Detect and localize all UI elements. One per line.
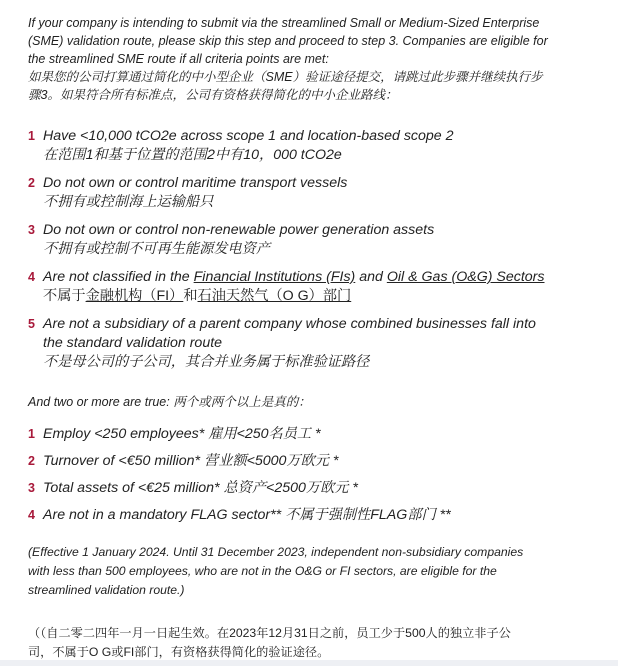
intro-en-line: the streamlined SME route if all criteria points are met: bbox=[28, 52, 329, 66]
oil-gas-zh-link[interactable]: 石油天然气（O G）部门 bbox=[197, 288, 352, 304]
effective-date-note bbox=[28, 543, 588, 600]
note-zh-line: 司，不属于O G或FI部门，有资格获得简化的验证途径。 bbox=[28, 645, 330, 659]
intro-zh-line: 骤3。如果符合所有标准点，公司有资格获得简化的中小企业路线： bbox=[28, 88, 398, 102]
item-number: 1 bbox=[28, 427, 35, 441]
condition-text: Are not in a mandatory FLAG sector** 不属于强制性FLAG部门 ** bbox=[43, 507, 451, 523]
condition-item bbox=[28, 452, 598, 471]
criteria-item bbox=[28, 315, 598, 372]
criteria-zh: 不拥有或控制海上运输船只 bbox=[43, 194, 214, 210]
item-number: 2 bbox=[28, 176, 35, 190]
two-or-more-heading: And two or more are true: 两个或两个以上是真的： bbox=[28, 395, 311, 409]
condition-text: Turnover of <€50 million* 营业额<5000万欧元 * bbox=[43, 453, 339, 469]
criteria-zh-mid: 和 bbox=[183, 288, 198, 304]
criteria-en: the standard validation route bbox=[43, 335, 223, 351]
intro-zh-line: 如果您的公司打算通过简化的中小型企业（SME）验证途径提交，请跳过此步骤并继续执行步 bbox=[28, 70, 543, 84]
bottom-divider bbox=[0, 660, 618, 666]
criteria-zh: 不是母公司的子公司，其合并业务属于标准验证路径 bbox=[43, 354, 370, 370]
criteria-zh: 不拥有或控制不可再生能源发电资产 bbox=[43, 241, 271, 257]
item-number: 4 bbox=[28, 270, 35, 284]
note-zh-line: （（自二零二四年一月一日起生效。在2023年12月31日之前，员工少于500人的独立非子公 bbox=[28, 626, 511, 640]
criteria-item bbox=[28, 127, 598, 165]
criteria-zh: 在范围1和基于位置的范围2中有10，000 tCO2e bbox=[43, 147, 342, 163]
item-number: 3 bbox=[28, 223, 35, 237]
financial-institutions-zh-link[interactable]: 金融机构（FI） bbox=[85, 288, 184, 304]
note-en-line: (Effective 1 January 2024. Until 31 December 2023, independent non-subsidiary companies bbox=[28, 545, 524, 559]
item-number: 2 bbox=[28, 454, 35, 468]
note-en-line: with less than 500 employees, who are not in the O&G or FI sectors, are eligible for the bbox=[28, 564, 497, 578]
criteria-zh bbox=[43, 287, 598, 306]
criteria-list bbox=[28, 127, 598, 381]
condition-text: Employ <250 employees* 雇用<250名员工 * bbox=[43, 426, 321, 442]
condition-item bbox=[28, 425, 598, 444]
financial-institutions-link[interactable]: Financial Institutions (FIs) bbox=[193, 269, 356, 285]
item-number: 3 bbox=[28, 481, 35, 495]
condition-item bbox=[28, 506, 598, 525]
conditions-list bbox=[28, 425, 598, 533]
intro-en-line: If your company is intending to submit via the streamlined Small or Medium-Sized Enterprise bbox=[28, 16, 540, 30]
condition-text: Total assets of <€25 million* 总资产<2500万欧元 * bbox=[43, 480, 358, 496]
criteria-en: Do not own or control non-renewable power generation assets bbox=[43, 222, 435, 238]
criteria-en-prefix: Are not classified in the bbox=[43, 269, 194, 285]
criteria-item bbox=[28, 174, 598, 212]
intro-en-line: (SME) validation route, please skip this step and proceed to step 3. Companies are eligible for bbox=[28, 34, 548, 48]
note-en-line: streamlined validation route.) bbox=[28, 583, 185, 597]
item-number: 5 bbox=[28, 317, 35, 331]
criteria-en: Have <10,000 tCO2e across scope 1 and location-based scope 2 bbox=[43, 128, 454, 144]
oil-gas-sectors-link[interactable]: Oil & Gas (O&G) Sectors bbox=[386, 269, 545, 285]
criteria-zh-prefix: 不属于 bbox=[43, 288, 86, 304]
criteria-en bbox=[43, 268, 598, 287]
criteria-en: Do not own or control maritime transport vessels bbox=[43, 175, 348, 191]
criteria-en: Are not a subsidiary of a parent company whose combined businesses fall into bbox=[43, 316, 536, 332]
item-number: 4 bbox=[28, 508, 35, 522]
criteria-en-mid: and bbox=[355, 269, 387, 285]
item-number: 1 bbox=[28, 129, 35, 143]
condition-item bbox=[28, 479, 598, 498]
criteria-item bbox=[28, 268, 598, 306]
criteria-item bbox=[28, 221, 598, 259]
intro-paragraph bbox=[28, 14, 588, 104]
effective-date-note-zh bbox=[28, 624, 608, 662]
